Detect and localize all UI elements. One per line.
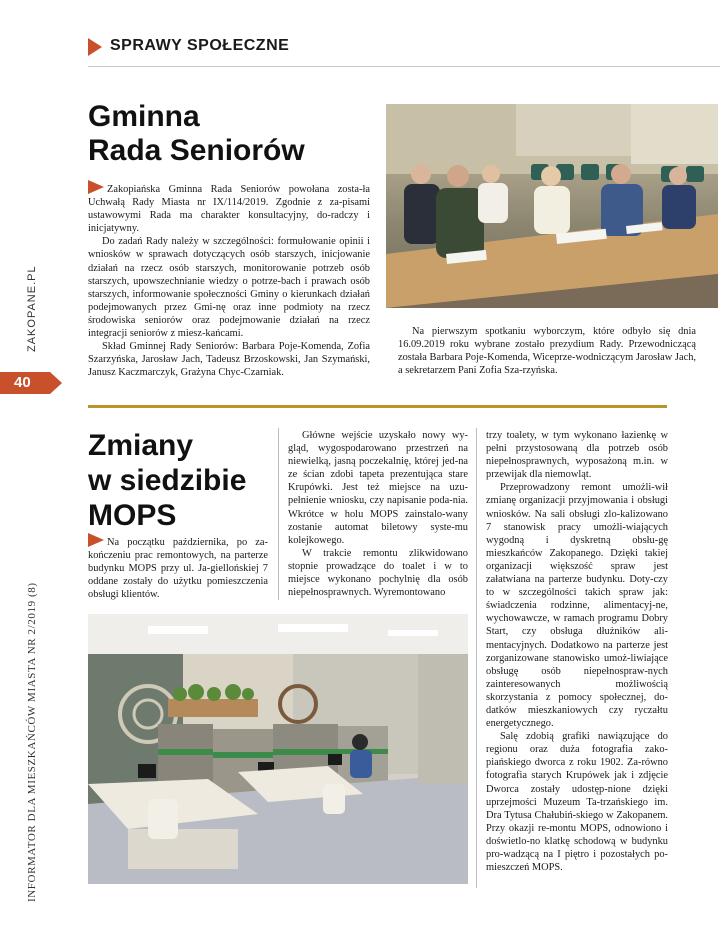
paragraph-text: Zakopiańska Gminna Rada Seniorów powołana zosta-ła Uchwałą Rady Miasta nr IX/114/2019. Zgodnie z za-pisami ustawowymi Rada ma charakter konsultacyjny, do-radczy i inicjatywny. (88, 184, 370, 235)
paragraph (88, 180, 370, 235)
photo-caption-seniors (398, 325, 696, 377)
paragraph: Skład Gminnej Rady Seniorów: Barbara Poje-Komenda, Zofia Szarzyńska, Jarosław Jach, Tadeusz Brzoskowski, Jan Szymański, Janusz Kaczmarczyk, Grażyna Chyc-Czarniak. (88, 341, 370, 379)
article-title-mops (88, 428, 246, 533)
paragraph: Główne wejście uzyskało nowy wy-gląd, wygospodarowano przestrzeń na niewielką, jasną poczekalnię, której jed-na ze ścian zdobi tapeta prezentująca stare Krupówki. Jest też miejsce na uzu-pełnienie wniosku, czy napisanie poda-nia. Wkrótce w holu MOPS zainstalo-wany zostanie automat biletowy syste-mu kolejkowego. (288, 430, 468, 546)
page-number: 40 (14, 374, 31, 391)
section-title: SPRAWY SPOŁECZNE (110, 37, 290, 54)
header-divider (88, 66, 720, 67)
lead-arrow-icon (88, 533, 104, 547)
page-number-arrow-icon (50, 372, 62, 394)
title-line: Zmiany (88, 429, 194, 462)
magazine-issue: INFORMATOR DLA MIESZKAŃCÓW MIASTA NR 2/2019 (8) (26, 582, 38, 902)
photo-seniors-meeting (386, 104, 718, 308)
lead-arrow-icon (88, 180, 104, 194)
paragraph-text: Na początku października, po za-kończeniu prac remontowych, na parterze budynku MOPS przy ul. Ja-giellońskiej 7 oddane zostały do użytku pomieszczenia obsługi klientów. (88, 537, 268, 601)
article-title-seniors (88, 100, 305, 168)
column-divider (278, 428, 279, 600)
section-arrow-icon (88, 38, 102, 56)
paragraph: W trakcie remontu zlikwidowano stopnie prowadzące do toalet i w to miejsce wykonano pochylnię dla osób niepełnosprawnych. Wyremontowano (288, 547, 468, 599)
column-divider (476, 428, 477, 888)
paragraph: Przeprowadzony remont umożli-wił zmianę organizacji przyjmowania i obsługi wniosków. Na sali obsługi zlo-kalizowano 7 stanowisk pracy umożli-wiających wygodną i dyskretną obsłu-gę mieszkańców Zakopanego. Dzięki takiej organizacji większość spraw jest załatwiana na parterze budynku. Doty-czy to w szczególności takich spraw jak: świadczenia rodzinne, alimentacyj-ne, wychowawcze, w ramach programu Dobry Start, czy obsługa dłużników ali-mentacyjnych. Dodatkowo na parterze jest zorganizowane stanowisko umoż-liwiające obsługę osób niepełnospraw-nych zainteresowanych możliwością skorzystania z pomocy społecznej, do-datków mieszkaniowych czy ryczałtu energetycznego. (486, 482, 668, 730)
photo-office-illustration (88, 614, 468, 884)
article-column-3 (486, 429, 668, 874)
photo-mops-office (88, 614, 468, 884)
title-line: Gminna (88, 100, 200, 133)
title-line: MOPS (88, 499, 177, 532)
paragraph (88, 533, 268, 601)
article-body-seniors (88, 180, 370, 379)
caption-text: Na pierwszym spotkaniu wyborczym, które odbyło się dnia 16.09.2019 roku wybrane zostało prezydium Rady. Przewodniczącą została Barbara Poje-Komenda, Wiceprze-wodniczącym Jarosław Jach, a sekretarzem Pani Zofia Sza-rzyńska. (398, 326, 696, 377)
site-name: ZAKOPANE.PL (26, 265, 38, 352)
photo-meeting-illustration (386, 104, 718, 308)
title-line: w siedzibie (88, 464, 247, 497)
paragraph: trzy toalety, w tym wykonano łazienkę w pełni przystosowaną dla potrzeb osób niepełnosprawnych, wyposażoną m.in. w przewijak dla niemowląt. (486, 430, 668, 481)
article-column-2 (288, 429, 468, 599)
paragraph: Do zadań Rady należy w szczególności: formułowanie opinii i wniosków w sprawach dotyczących osób starszych, inicjowanie działań na rzecz osób starszych, monitorowanie potrzeb osób starszych, upowszechnianie wiedzy o potrze-bach i prawach osób starszych, informowanie społeczności Gminy o kierunkach działań podejmowanych przez Gmi-nę oraz inne podmioty na rzecz środowiska seniorów oraz podejmowanie działań na rzecz integracji seniorów z miesz-kańcami. (88, 236, 370, 340)
paragraph: Salę zdobią grafiki nawiązujące do regionu oraz duża fotografia zako-piańskiego dworca z roku 1902. Za-równo fotografia starych Krupówek jak i zdjęcie Dworca zostały udostęp-nione dzięki uprzejmości Muzeum Ta-trzańskiego im. Dra Tytusa Chałubiń-skiego w Zakopanem. Przy okazji re-montu MOPS, odnowiono i doświetlo-no klatkę schodową w budynku pro-wadzącą na I piętro i pozostałych po-mieszczeń MOPS. (486, 731, 668, 874)
article-divider (88, 405, 667, 408)
title-line: Rada Seniorów (88, 134, 305, 167)
article-lead-mops (88, 533, 268, 601)
